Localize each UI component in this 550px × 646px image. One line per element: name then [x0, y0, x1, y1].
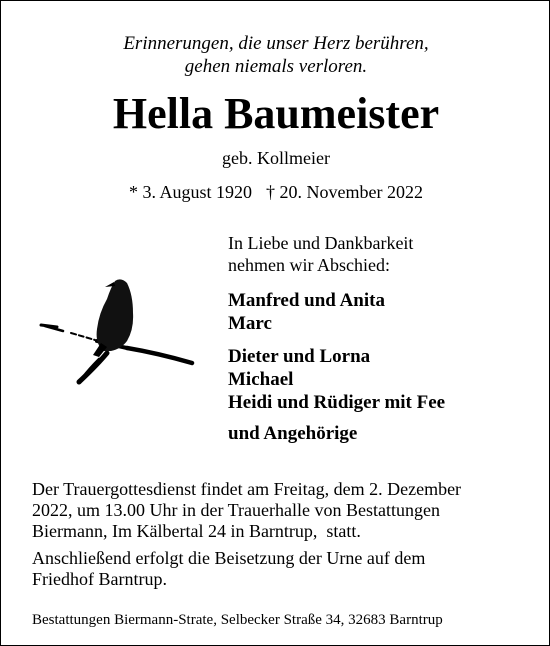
motto — [1, 32, 550, 78]
service-announcement — [32, 479, 527, 542]
death-date: † 20. November 2022 — [266, 182, 423, 202]
motto-line-1: Erinnerungen, die unser Herz berühren, — [123, 33, 429, 54]
mourners-list — [228, 289, 445, 445]
birth-date: * 3. August 1920 — [129, 182, 253, 202]
service-line-1: Der Trauergottesdienst findet am Freitag, dem 2. Dezember — [32, 479, 462, 499]
motto-line-2: gehen niemals verloren. — [184, 56, 368, 77]
mourner-5: Heidi und Rüdiger mit Fee — [228, 392, 446, 413]
burial-line-1: Anschließend erfolgt die Beisetzung der Urne auf dem — [32, 548, 426, 568]
farewell-text — [228, 232, 413, 276]
mourner-1: Manfred und Anita — [228, 290, 385, 311]
service-line-2: 2022, um 13.00 Uhr in der Trauerhalle von Bestattungen — [32, 500, 440, 520]
bird-on-branch-icon — [37, 273, 203, 389]
birth-name: geb. Kollmeier — [222, 148, 330, 168]
mourner-2: Marc — [228, 313, 272, 334]
burial-line-2: Friedhof Barntrup. — [32, 569, 167, 589]
mourner-6: und Angehörige — [228, 423, 358, 444]
burial-announcement — [32, 548, 527, 590]
service-line-3: Biermann, Im Kälbertal 24 in Barntrup, statt. — [32, 521, 361, 541]
mourner-3: Dieter und Lorna — [228, 346, 371, 367]
farewell-line-2: nehmen wir Abschied: — [228, 255, 390, 275]
mourner-4: Michael — [228, 369, 294, 390]
deceased-name: Hella Baumeister — [112, 89, 440, 138]
undertaker-address: Bestattungen Biermann-Strate, Selbecker Straße 34, 32683 Barntrup — [32, 612, 443, 628]
farewell-line-1: In Liebe und Dankbarkeit — [228, 233, 414, 253]
bird-body — [97, 279, 134, 351]
life-dates — [1, 181, 550, 203]
